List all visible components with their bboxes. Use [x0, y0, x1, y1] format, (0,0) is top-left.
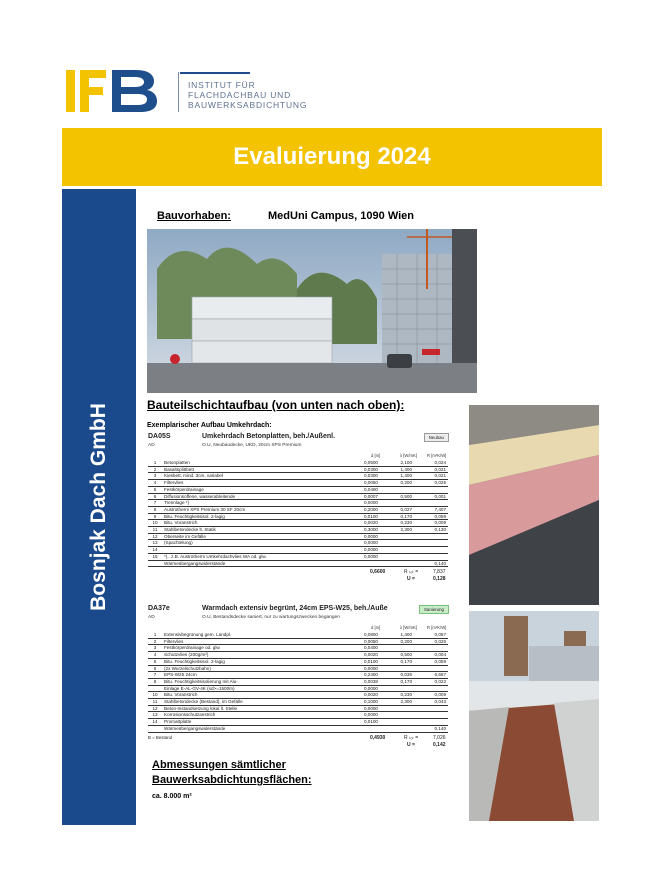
layer-thickness: 0,1000 — [346, 699, 380, 706]
layer-thickness: 0,0000 — [346, 500, 380, 507]
layer-resistance — [414, 645, 448, 652]
layer-row — [148, 665, 448, 672]
build-up-1 — [148, 433, 463, 583]
layer-name: Bitu. Feuchtigkeitsisolierung mit Alu- — [162, 678, 346, 685]
layer-number — [148, 560, 162, 567]
layer-resistance: 0,140 — [414, 725, 448, 732]
layer-resistance: 0,059 — [414, 513, 448, 520]
layer-lambda: 2,100 — [380, 460, 414, 466]
layer-lambda: 1,400 — [380, 632, 414, 638]
layer-name: EPS-W25 24cm — [162, 672, 346, 679]
layer-thickness: 0,0020 — [346, 520, 380, 527]
layer-number: 13 — [148, 540, 162, 547]
build-2-u-label: U = — [407, 741, 415, 748]
layer-name: Einlage E-AL-GV-4K (sd>=1500m) — [162, 685, 346, 692]
layer-resistance: 0,024 — [414, 460, 448, 466]
layer-name: Bitu. Voranstrich — [162, 692, 346, 699]
layer-number — [148, 725, 162, 732]
layer-row — [148, 527, 448, 534]
logo-text — [188, 80, 307, 110]
dimensions-heading — [152, 758, 312, 788]
layer-lambda: 0,170 — [380, 678, 414, 685]
layer-row — [148, 658, 448, 665]
layer-number: 3 — [148, 473, 162, 480]
build-1-u-value: 0,128 — [433, 576, 446, 583]
build-1-badge: Neubau — [424, 433, 449, 442]
layer-number: 8 — [148, 678, 162, 685]
layer-build-heading: Bauteilschichtaufbau (von unten nach oben): — [147, 398, 405, 412]
layer-lambda: 0,230 — [380, 520, 414, 527]
layer-resistance — [414, 705, 448, 712]
layer-name: Korrosionsschutzanstrich — [162, 712, 346, 719]
layer-name: Oberseite im Gefälle — [162, 533, 346, 540]
layer-row — [148, 645, 448, 652]
layer-thickness: 0,0000 — [346, 712, 380, 719]
layer-row — [148, 712, 448, 719]
build-2-column-headers — [148, 625, 463, 632]
parapet-insulation-photo — [469, 405, 599, 605]
layer-name: Filtervlies — [162, 480, 346, 487]
layer-lambda: 0,170 — [380, 513, 414, 520]
layer-resistance — [414, 500, 448, 507]
layer-row — [148, 672, 448, 679]
layer-row — [148, 486, 448, 493]
layer-row — [148, 652, 448, 659]
logo-letter-i — [66, 70, 75, 112]
layer-resistance — [414, 712, 448, 719]
construction-site-photo — [147, 229, 477, 393]
build-2-description: O.U, Bestandsdecke saniert, nur zu wartungszwecken begangen — [202, 615, 340, 620]
layer-row — [148, 725, 448, 732]
layer-thickness: 0,0400 — [346, 645, 380, 652]
layer-row — [148, 560, 448, 567]
layer-lambda: 2,300 — [380, 699, 414, 706]
layer-lambda: 0,230 — [380, 692, 414, 699]
layer-thickness: 0,0000 — [346, 685, 380, 692]
layer-lambda — [380, 547, 414, 554]
layer-row — [148, 705, 448, 712]
layer-number: 15 — [148, 553, 162, 560]
layer-name: (Spachtelung) — [162, 540, 346, 547]
layer-number: 14 — [148, 547, 162, 554]
build-1-column-headers — [148, 453, 463, 460]
build-2-col-d: d [m] — [371, 625, 381, 630]
layer-name: Diffusionsoffene, wasserableitende — [162, 493, 346, 500]
layer-thickness: 0,0020 — [346, 692, 380, 699]
layer-row — [148, 513, 448, 520]
layer-number: 5 — [148, 658, 162, 665]
layer-lambda — [380, 553, 414, 560]
layer-number: 2 — [148, 638, 162, 645]
layer-resistance: 0,025 — [414, 638, 448, 645]
layer-number: 4 — [148, 480, 162, 487]
layer-row — [148, 638, 448, 645]
dimensions-heading-line2: Bauwerksabdichtungsflächen: — [152, 774, 312, 786]
layer-lambda — [380, 533, 414, 540]
build-2-rt-label: R ₜₒₜ = — [404, 734, 419, 741]
build-1-col-d: d [m] — [371, 453, 381, 458]
layer-number: 10 — [148, 692, 162, 699]
layer-resistance: 0,022 — [414, 678, 448, 685]
layer-name: Beton-Instandsetzung lokal lt. Stelle — [162, 705, 346, 712]
layer-row — [148, 506, 448, 513]
layer-name: Extensivbegrünung gem. Landpl. — [162, 632, 346, 638]
layer-row — [148, 547, 448, 554]
layer-name: Bitu. Feuchtigkeitsisol. 2-lagig — [162, 513, 346, 520]
logo-text-line2: FLACHDACHBAU UND — [188, 90, 292, 100]
layer-name: Filtervlies — [162, 638, 346, 645]
layer-name: Wärmeübergangswiderstände — [162, 725, 346, 732]
build-2-u-value: 0,142 — [433, 741, 446, 748]
layer-number: 3 — [148, 645, 162, 652]
layer-row — [148, 480, 448, 487]
layer-lambda — [380, 540, 414, 547]
layer-resistance: 0,057 — [414, 632, 448, 638]
build-2-col-r: R [m²K/W] — [427, 625, 447, 630]
layer-row — [148, 520, 448, 527]
layer-resistance — [414, 540, 448, 547]
layer-lambda: 0,500 — [380, 652, 414, 659]
layer-name: Trennlage *) — [162, 500, 346, 507]
layer-resistance: 0,140 — [414, 560, 448, 567]
layer-number: 8 — [148, 506, 162, 513]
layer-thickness: 0,0300 — [346, 473, 380, 480]
layer-name: Basaltsplittbett — [162, 466, 346, 473]
layer-lambda — [380, 719, 414, 726]
layer-thickness: 0,0020 — [346, 652, 380, 659]
build-2-code: DA37e — [148, 605, 170, 612]
layer-resistance: 0,001 — [414, 493, 448, 500]
build-2-badge: Sanierung — [419, 605, 449, 614]
build-2-layer-table — [148, 632, 448, 733]
layer-thickness: 0,0000 — [346, 540, 380, 547]
layer-thickness — [346, 725, 380, 732]
layer-number: 14 — [148, 719, 162, 726]
layer-row — [148, 500, 448, 507]
layer-thickness: 0,0100 — [346, 719, 380, 726]
layer-resistance — [414, 685, 448, 692]
layer-number: 5 — [148, 486, 162, 493]
layer-lambda: 0,170 — [380, 658, 414, 665]
page-title: Evaluierung 2024 — [233, 143, 431, 170]
layer-row — [148, 685, 448, 692]
layer-row — [148, 473, 448, 480]
layer-row — [148, 533, 448, 540]
layer-resistance — [414, 665, 448, 672]
layer-name: Festkörperdrainage od. glw. — [162, 645, 346, 652]
build-2-col-lambda: λ [W/mK] — [400, 625, 417, 630]
layer-lambda: 2,300 — [380, 527, 414, 534]
layer-number: 1 — [148, 632, 162, 638]
build-1-rt-value: 7,837 — [433, 569, 446, 576]
layer-row — [148, 719, 448, 726]
layer-thickness: 0,0100 — [346, 658, 380, 665]
ifb-logo — [66, 70, 162, 112]
logo-divider — [178, 72, 179, 112]
layer-number: 4 — [148, 652, 162, 659]
layer-thickness: 0,0300 — [346, 466, 380, 473]
layer-number: 12 — [148, 705, 162, 712]
layer-name: Stahlbetondecke (Bestand), im Gefälle — [162, 699, 346, 706]
build-1-code: DA05S — [148, 433, 171, 440]
project-label: Bauvorhaben: — [157, 210, 231, 222]
layer-row — [148, 678, 448, 685]
layer-lambda — [380, 712, 414, 719]
layer-thickness: 0,0000 — [346, 665, 380, 672]
layer-lambda: 0,500 — [380, 493, 414, 500]
layer-lambda — [380, 486, 414, 493]
logo-text-line3: BAUWERKSABDICHTUNG — [188, 100, 308, 110]
build-1-title: Umkehrdach Betonplatten, beh./Außenl. — [202, 433, 336, 440]
build-1-layer-table — [148, 460, 448, 567]
build-2-note: B = Bestand — [148, 734, 173, 740]
build-1-summary — [148, 569, 463, 583]
layer-lambda — [380, 725, 414, 732]
layer-row — [148, 692, 448, 699]
build-up-2 — [148, 605, 463, 749]
layer-thickness: 0,0400 — [346, 486, 380, 493]
layer-number: 1 — [148, 460, 162, 466]
layer-name: Stahlbetondecke lt. Statik — [162, 527, 346, 534]
build-2-subcode: AD — [148, 615, 155, 620]
build-1-subcode: AD — [148, 443, 155, 448]
layer-lambda — [380, 500, 414, 507]
layer-name: Bitu. Voranstrich — [162, 520, 346, 527]
layer-lambda: 0,200 — [380, 480, 414, 487]
layer-resistance: 0,021 — [414, 466, 448, 473]
layer-thickness: 0,0500 — [346, 460, 380, 466]
project-name: MedUni Campus, 1090 Wien — [268, 210, 414, 222]
layer-thickness: 0,0050 — [346, 480, 380, 487]
layer-resistance: 0,009 — [414, 692, 448, 699]
layer-thickness: 0,0007 — [346, 493, 380, 500]
layer-number: 7 — [148, 500, 162, 507]
layer-thickness: 0,0800 — [346, 632, 380, 638]
build-1-description: O.U, Neubaudecke, UKD, 20cm XPS Premium — [202, 443, 302, 448]
build-2-rt-value: 7,026 — [433, 734, 446, 741]
layer-name: Festkörperdrainage — [162, 486, 346, 493]
layer-resistance: 0,021 — [414, 473, 448, 480]
layer-row — [148, 493, 448, 500]
layer-resistance: 0,043 — [414, 699, 448, 706]
build-2-title: Warmdach extensiv begrünt, 24cm EPS-W25, beh./Auße — [202, 605, 388, 612]
layer-lambda — [380, 645, 414, 652]
green-roof-photo — [469, 611, 599, 821]
layer-thickness: 0,2000 — [346, 506, 380, 513]
layer-thickness: 0,0100 — [346, 513, 380, 520]
layer-lambda — [380, 560, 414, 567]
build-2-summary — [148, 735, 463, 749]
layer-thickness: 0,0000 — [346, 547, 380, 554]
layer-resistance: 0,025 — [414, 480, 448, 487]
build-1-col-r: R [m²K/W] — [427, 453, 447, 458]
layer-lambda: 0,200 — [380, 638, 414, 645]
layer-lambda — [380, 665, 414, 672]
layer-resistance: 0,004 — [414, 652, 448, 659]
layer-lambda: 1,400 — [380, 473, 414, 480]
layer-number: 11 — [148, 527, 162, 534]
layer-lambda — [380, 685, 414, 692]
logo-accent-bar — [180, 72, 250, 74]
layer-lambda — [380, 705, 414, 712]
layer-number: 9 — [148, 513, 162, 520]
layer-thickness: 0,0000 — [346, 553, 380, 560]
layer-thickness: 0,0000 — [346, 533, 380, 540]
layer-name: Kiesbett, mind. 3cm, variabel — [162, 473, 346, 480]
sealing-area: ca. 8.000 m² — [152, 793, 192, 800]
layer-name — [162, 547, 346, 554]
layer-lambda: 1,400 — [380, 466, 414, 473]
build-1-rt-label: R ₜₒₜ = — [404, 569, 419, 576]
build-1-col-lambda: λ [W/mK] — [400, 453, 417, 458]
layer-name: Austrotherm XPS Premium 30 SF 20cm — [162, 506, 346, 513]
layer-number: 2 — [148, 466, 162, 473]
layer-resistance — [414, 486, 448, 493]
build-2-total-thickness: 0,4930 — [370, 734, 386, 741]
build-1-u-label: U = — [407, 576, 415, 583]
logo-letter-f — [80, 70, 106, 112]
layer-number: 7 — [148, 672, 162, 679]
layer-resistance — [414, 547, 448, 554]
layer-lambda: 0,027 — [380, 506, 414, 513]
layer-number: 13 — [148, 712, 162, 719]
layer-number: 6 — [148, 665, 162, 672]
layer-resistance: 6,667 — [414, 672, 448, 679]
layer-resistance — [414, 719, 448, 726]
layer-thickness: 0,2400 — [346, 672, 380, 679]
company-name: Bosnjak Dach GmbH — [87, 403, 110, 611]
layer-number: 6 — [148, 493, 162, 500]
layer-resistance: 0,059 — [414, 658, 448, 665]
layer-name: Bitu. Feuchtigkeitsisol. 2-lagig — [162, 658, 346, 665]
layer-thickness: 0,0050 — [346, 638, 380, 645]
layer-number — [148, 685, 162, 692]
layer-name: Schutzvlies (200g/m²) — [162, 652, 346, 659]
layer-row — [148, 540, 448, 547]
logo-text-line1: INSTITUT FÜR — [188, 80, 256, 90]
layer-lambda: 0,036 — [380, 672, 414, 679]
layer-thickness — [346, 560, 380, 567]
layer-thickness: 0,3000 — [346, 527, 380, 534]
layer-name: (2x Wurzelschutzbahn) — [162, 665, 346, 672]
layer-resistance: 7,407 — [414, 506, 448, 513]
layer-number: 11 — [148, 699, 162, 706]
layer-name: Wärmeübergangswiderstände — [162, 560, 346, 567]
layer-row — [148, 553, 448, 560]
layer-build-subheading: Exemplarischer Aufbau Umkehrdach: — [147, 422, 272, 429]
layer-row — [148, 699, 448, 706]
logo-letter-b — [112, 70, 157, 112]
layer-name: Promattplatte — [162, 719, 346, 726]
layer-resistance — [414, 533, 448, 540]
layer-number: 10 — [148, 520, 162, 527]
layer-resistance: 0,009 — [414, 520, 448, 527]
layer-name: *).. z.B. Austrotherm Umkehrdachvlies WA od. glw. — [162, 553, 346, 560]
layer-resistance: 0,130 — [414, 527, 448, 534]
build-1-total-thickness: 0,6600 — [370, 569, 386, 576]
layer-name: Betonplatten — [162, 460, 346, 466]
dimensions-heading-line1: Abmessungen sämtlicher — [152, 759, 286, 771]
layer-resistance — [414, 553, 448, 560]
layer-number: 12 — [148, 533, 162, 540]
layer-thickness: 0,0038 — [346, 678, 380, 685]
layer-thickness: 0,0000 — [346, 705, 380, 712]
layer-row — [148, 466, 448, 473]
